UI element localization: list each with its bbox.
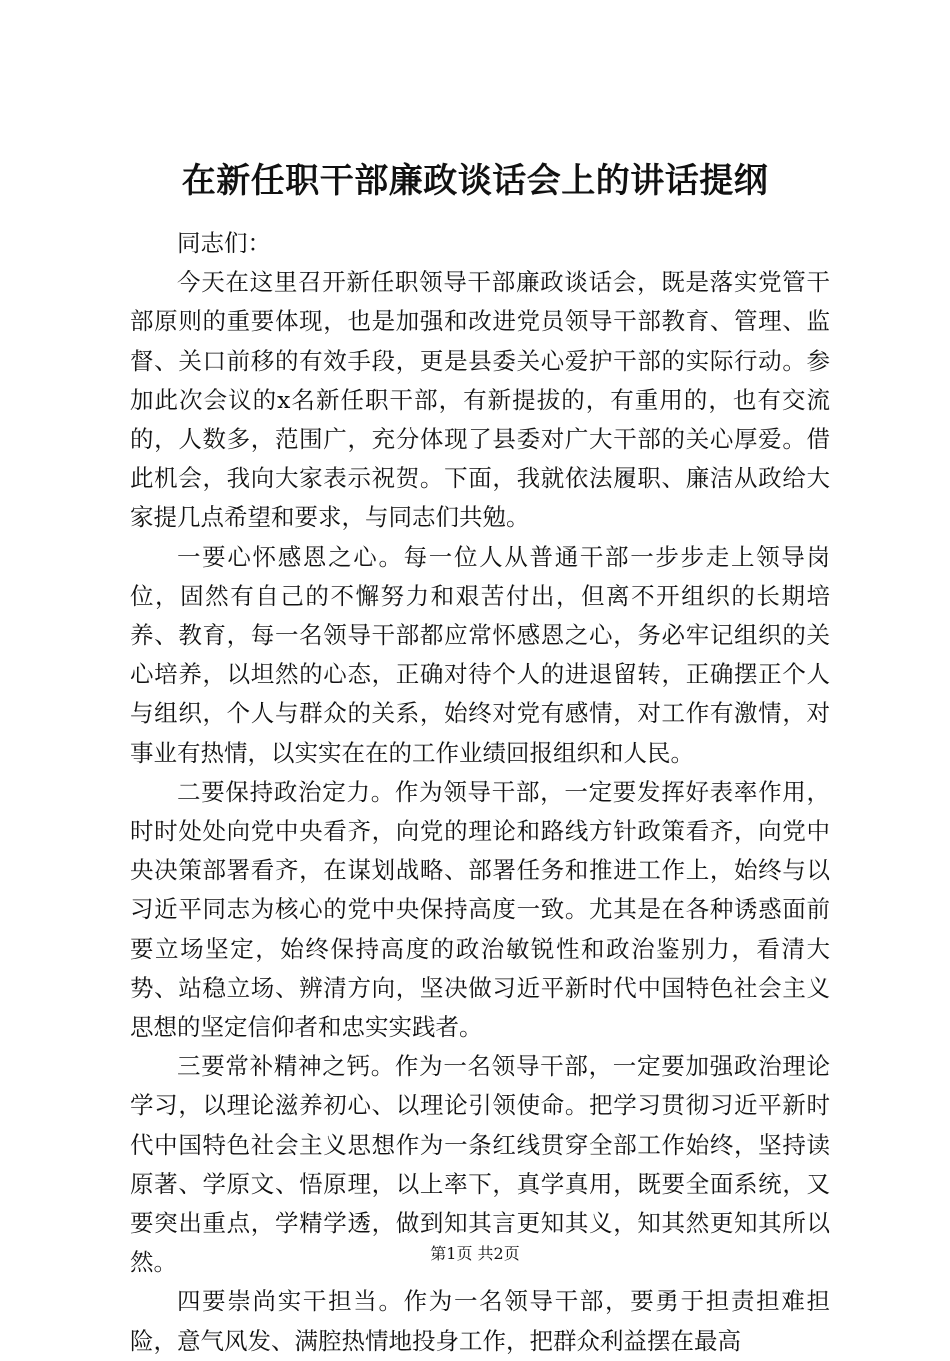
paragraph-intro: 今天在这里召开新任职领导干部廉政谈话会，既是落实党管干部原则的重要体现，也是加强和改进党员领导干部教育、管理、监督、关口前移的有效手段，更是县委关心爱护干部的实际行动。参加此次会议的x名新任职干部，有新提拔的，有重用的，也有交流的，人数多，范围广，充分体现了县委对广大干部的关心厚爱。借此机会，我向大家表示祝贺。下面，我就依法履职、廉洁从政给大家提几点希望和要求，与同志们共勉。: [130, 268, 830, 532]
page-number-footer: 第1页 共2页: [430, 1244, 520, 1263]
document-title: 在新任职干部廉政谈话会上的讲话提纲: [181, 161, 769, 201]
paragraph-point-2: 二要保持政治定力。作为领导干部，一定要发挥好表率作用，时时处处向党中央看齐，向党的理论和路线方针政策看齐，向党中央决策部署看齐，在谋划战略、部署任务和推进工作上，始终与以习近平同志为核心的党中央保持高度一致。尤其是在各种诱惑面前要立场坚定，始终保持高度的政治敏锐性和政治鉴别力，看清大势、站稳立场、辨清方向，坚决做习近平新时代中国特色社会主义思想的坚定信仰者和忠实实践者。: [130, 777, 830, 1042]
document-body: [130, 224, 830, 1361]
paragraph-point-4: 四要崇尚实干担当。作为一名领导干部，要勇于担责担难担险，意气风发、满腔热情地投身工作，把群众利益摆在最高: [130, 1287, 830, 1355]
paragraph-point-1: 一要心怀感恩之心。每一位人从普通干部一步步走上领导岗位，固然有自己的不懈努力和艰苦付出，但离不开组织的长期培养、教育，每一名领导干部都应常怀感恩之心，务必牢记组织的关心培养，以坦然的心态，正确对待个人的进退留转，正确摆正个人与组织，个人与群众的关系，始终对党有感情，对工作有激情，对事业有热情，以实实在在的工作业绩回报组织和人民。: [130, 542, 830, 767]
salutation: 同志们：: [177, 229, 271, 257]
paragraph-point-3: 三要常补精神之钙。作为一名领导干部，一定要加强政治理论学习，以理论滋养初心、以理论引领使命。把学习贯彻习近平新时代中国特色社会主义思想作为一条红线贯穿全部工作始终，坚持读原著、学原文、悟原理，以上率下，真学真用，既要全面系统，又要突出重点，学精学透，做到知其言更知其义，知其然更知其所以然。: [130, 1052, 830, 1277]
